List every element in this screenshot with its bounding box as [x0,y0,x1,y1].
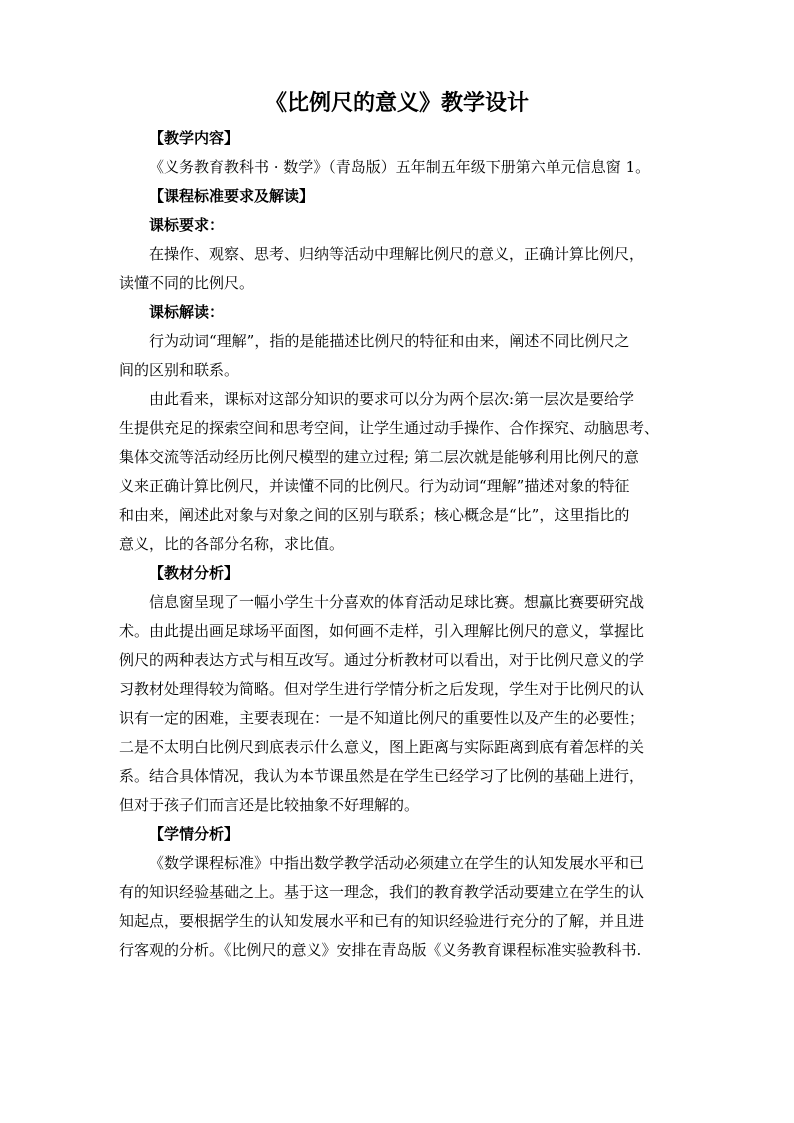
paragraph-line: 有的知识经验基础之上。基于这一理念，我们的教育教学活动要建立在学生的认 [119,883,645,901]
paragraph-line: 意义，比的各部分名称，求比值。 [119,535,345,553]
section-heading: 【教材分析】 [149,564,240,582]
paragraph-line: 例尺的两种表达方式与相互改写。通过分析教材可以看出，对于比例尺意义的学 [119,651,645,669]
paragraph-line: 和由来，阐述此对象与对象之间的区别与联系；核心概念是“比”，这里指比的 [119,506,630,524]
paragraph-line: 读懂不同的比例尺。 [119,274,255,292]
document-title: 《比例尺的意义》教学设计 [264,91,529,116]
paragraph-line: 《数学课程标准》中指出数学教学活动必须建立在学生的认知发展水平和已 [149,854,645,872]
paragraph [119,153,675,182]
paragraph-line: 行为动词“理解”，指的是能描述比例尺的特征和由来，阐述不同比例尺之 [149,332,630,350]
paragraph-line: 知起点，要根据学生的认知发展水平和已有的知识经验进行充分的了解，并且进 [119,912,645,930]
paragraph-line: 识有一定的困难，主要表现在：一是不知道比例尺的重要性以及产生的必要性； [119,709,645,727]
paragraph-line: 义来正确计算比例尺，并读懂不同的比例尺。行为动词“理解”描述对象的特征 [119,477,630,495]
paragraph-line: 习教材处理得较为简略。但对学生进行学情分析之后发现，学生对于比例尺的认 [119,680,645,698]
paragraph-line: 在操作、观察、思考、归纳等活动中理解比例尺的意义，正确计算比例尺， [149,245,645,263]
paragraph [119,849,675,965]
section-heading: 【教学内容】 [149,129,240,147]
paragraph-line: 术。由此提出画足球场平面图，如何画不走样，引入理解比例尺的意义，掌握比 [119,622,645,640]
section-heading: 课标要求： [149,216,225,234]
paragraph-line: 《义务教育教科书 · 数学》（青岛版）五年制五年级下册第六单元信息窗 1。 [149,158,651,176]
paragraph-line: 系。结合具体情况，我认为本节课虽然是在学生已经学习了比例的基础上进行， [119,767,645,785]
paragraph-line: 集体交流等活动经历比例尺模型的建立过程; 第二层次就是能够利用比例尺的意 [119,448,639,466]
section-heading: 【课程标准要求及解读】 [149,187,315,205]
paragraph-line: 二是不太明白比例尺到底表示什么意义，图上距离与实际距离到底有着怎样的关 [119,738,645,756]
paragraph-line: 行客观的分析。《比例尺的意义》安排在青岛版《义务教育课程标准实验教科书. [119,941,642,959]
section-heading: 【学情分析】 [149,825,240,843]
paragraph [119,327,675,385]
paragraph [119,588,675,820]
section-heading: 课标解读： [149,303,225,321]
document-body [119,124,675,965]
paragraph-line: 由此看来，课标对这部分知识的要求可以分为两个层次:第一层次是要给学 [149,390,635,408]
paragraph-line: 生提供充足的探索空间和思考空间，让学生通过动手操作、合作探究、动脑思考、 [119,419,660,437]
paragraph-line: 间的区别和联系。 [119,361,240,379]
paragraph [119,240,675,298]
paragraph-line: 但对于孩子们而言还是比较抽象不好理解的。 [119,796,420,814]
paragraph [119,385,675,559]
paragraph-line: 信息窗呈现了一幅小学生十分喜欢的体育活动足球比赛。想赢比赛要研究战 [149,593,645,611]
